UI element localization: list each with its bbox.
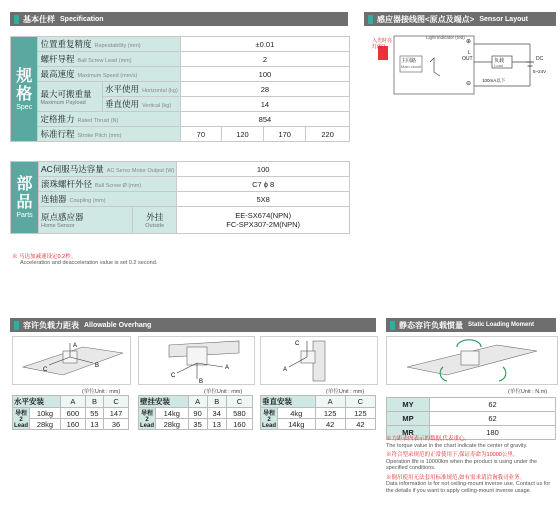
col-header: C	[226, 396, 252, 408]
table-cell: 90	[188, 408, 207, 419]
table-cell: 14kg	[278, 419, 316, 430]
coupling-label: 连轴器 Coupling (mm)	[38, 192, 176, 207]
svg-text:C: C	[295, 341, 300, 347]
col-header: A	[188, 396, 207, 408]
static-table	[386, 397, 556, 440]
horizontal-diagram-svg	[13, 337, 130, 384]
overhang-table-vertical	[260, 395, 376, 430]
sensor-light-indicator: Light indicator (red)	[426, 35, 465, 40]
side-en: Parts	[16, 212, 33, 219]
svg-text:B: B	[95, 363, 100, 369]
static-notes	[386, 436, 558, 494]
table-title: 垂直安装	[261, 396, 316, 408]
voltage-label: 5~24V	[533, 69, 547, 74]
table-cell: 34	[207, 408, 226, 419]
load-en: Load	[494, 63, 503, 68]
table-title: 水平安装	[13, 396, 61, 408]
payload-label: 最大可搬重量 Maximum Payload	[38, 82, 103, 112]
col-header: C	[104, 396, 129, 408]
svg-text:A: A	[225, 365, 230, 371]
header-mark	[14, 321, 19, 330]
moment-key: MR	[387, 426, 430, 440]
table-cell: 4kg	[278, 408, 316, 419]
row-label: 最高速度 Maximum Speed (mm/s)	[38, 67, 180, 82]
static-header-zh: 静态容许负载惯量	[399, 320, 463, 330]
static-moment-svg	[387, 337, 557, 384]
stroke-label: 标准行程 Stroke Pitch (mm)	[38, 127, 180, 142]
horizontal-value: 28	[180, 82, 349, 97]
overhang-diagram-vertical	[260, 336, 378, 385]
coupling-value: 5X8	[177, 192, 350, 207]
spec-header-en: Specification	[60, 15, 104, 23]
sensor-header	[364, 12, 556, 26]
svg-text:A: A	[73, 343, 78, 349]
unit-label: (单位Unit : N.m)	[508, 389, 548, 395]
table-cell: 160	[226, 419, 252, 430]
table-cell: 42	[315, 419, 345, 430]
moment-key: MP	[387, 412, 430, 426]
table-title: 壁挂安装	[139, 396, 189, 408]
spec-table	[10, 36, 350, 142]
parts-table	[10, 161, 350, 234]
sensor-header-zh: 感应器接线图<原点及端点>	[377, 14, 475, 24]
table-cell: 28kg	[156, 419, 189, 430]
table-cell: 10kg	[30, 408, 61, 419]
moment-value: 180	[430, 426, 556, 440]
table-cell: 36	[104, 419, 129, 430]
outside-label: 外挂 Outside	[133, 207, 177, 234]
svg-text:C: C	[43, 367, 48, 373]
moment-key: MY	[387, 398, 430, 412]
transistor-icon	[430, 58, 440, 76]
table-cell: 55	[85, 408, 103, 419]
motor-label: AC伺服马达容量 AC Servo Motor Output (W)	[38, 162, 176, 177]
sensor-circuit-zh: 主回路	[401, 58, 417, 64]
wall-diagram-svg	[139, 337, 254, 384]
pin-l: L	[468, 50, 471, 56]
header-mark	[390, 321, 395, 330]
unit-label: (单位Unit : mm)	[82, 389, 121, 395]
sensor-wiring-svg	[370, 32, 550, 98]
table-cell: 13	[207, 419, 226, 430]
motor-value: 100	[177, 162, 350, 177]
table-cell: 28kg	[30, 419, 61, 430]
dc-label: DC	[536, 56, 544, 62]
sensor-value: EE-SX674(NPN) FC-SPX307-2M(NPN)	[177, 207, 350, 234]
spec-header-zh: 基本仕样	[23, 14, 55, 24]
note-en: Data information is for not ceiling-mount inverse use. Contact us for the details if you want to apply ceiling-mount inverse usage.	[386, 481, 551, 494]
sensor-circuit-en: Main circuit	[401, 64, 422, 69]
moment-value: 62	[430, 398, 556, 412]
side-zh: 部品	[16, 176, 33, 211]
spec-side-label	[11, 37, 38, 142]
side-en: Spec	[16, 103, 33, 111]
col-header: A	[315, 396, 345, 408]
load-zh: 负载	[494, 58, 505, 64]
note-zh: ※倒吊使用无法套用标准规范,如有需求请洽询我司业务。	[386, 474, 526, 481]
overhang-table-horizontal	[12, 395, 129, 430]
stroke-value: 170	[264, 127, 306, 142]
sensor-input-label: 入光时亮灯(红)	[372, 38, 393, 50]
static-header	[386, 318, 556, 332]
overhang-header	[10, 318, 376, 332]
side-zh: 规格	[16, 67, 33, 103]
table-cell: 600	[60, 408, 85, 419]
screw-value: C7 ϕ 8	[177, 177, 350, 192]
vertical-label: 垂直使用 Vertical (kg)	[103, 97, 181, 112]
lead-label: 导程 2 Lead	[261, 408, 278, 430]
header-mark	[14, 15, 19, 24]
moment-arrow-icon	[457, 340, 481, 347]
svg-text:A: A	[283, 367, 288, 373]
row-value: 100	[180, 67, 349, 82]
overhang-diagram-wall	[138, 336, 255, 385]
static-header-en: Static Loading Moment	[468, 322, 534, 328]
note-zh: ※符合型录规范的正常使用下,保证寿命为10000公里。	[386, 452, 519, 458]
note-en: Operation life is 10000km when the product is using under the specified conditions.	[386, 458, 538, 471]
overhang-table-wall	[138, 395, 253, 430]
thrust-label: 定格推力 Rated Thrust (N)	[38, 112, 180, 127]
vertical-diagram-svg	[261, 337, 377, 384]
stroke-value: 120	[221, 127, 263, 142]
lead-label: 导程 2 Lead	[13, 408, 30, 430]
table-cell: 125	[315, 408, 345, 419]
stroke-value: 220	[306, 127, 350, 142]
table-cell: 42	[345, 419, 375, 430]
unit-label: (单位Unit : mm)	[204, 389, 243, 395]
spec-note-en: Acceleration and deacceleration value is set 0.2 second.	[20, 260, 158, 266]
pin-out: OUT	[462, 56, 473, 62]
parts-side-label	[11, 162, 39, 234]
pin-minus: ⊖	[466, 81, 472, 87]
spec-header	[10, 12, 348, 26]
col-header: B	[85, 396, 103, 408]
col-header: B	[207, 396, 226, 408]
table-cell: 580	[226, 408, 252, 419]
svg-text:B: B	[199, 379, 204, 384]
pin-plus: ⊕	[466, 39, 472, 45]
horizontal-label: 水平使用 Horizontal (kg)	[103, 82, 181, 97]
col-header: A	[60, 396, 85, 408]
moment-value: 62	[430, 412, 556, 426]
vertical-value: 14	[180, 97, 349, 112]
static-diagram	[386, 336, 558, 385]
sensor-diagram	[370, 32, 550, 98]
table-cell: 13	[85, 419, 103, 430]
moment-arrow-icon	[499, 367, 506, 381]
spec-note-zh: ※ 马达加减速设定0.2秒。	[12, 254, 77, 260]
note-zh: ※力距表内表示的数据,代表重心。	[386, 436, 471, 442]
current-label: 100mA以下	[482, 78, 506, 83]
screw-label: 滚珠螺杆外径 Ball Screw Ø (mm)	[38, 177, 176, 192]
lead-label: 导程 2 Lead	[139, 408, 156, 430]
stroke-value: 70	[180, 127, 221, 142]
note-en: The torque value in the chart indicate the center of gravity.	[386, 442, 528, 449]
row-label: 螺杆导程 Ball Screw Lead (mm)	[38, 52, 180, 67]
header-mark	[368, 15, 373, 24]
table-cell: 147	[104, 408, 129, 419]
overhang-header-en: Allowable Overhang	[84, 321, 152, 329]
overhang-diagram-horizontal	[12, 336, 131, 385]
thrust-value: 854	[180, 112, 349, 127]
col-header: C	[345, 396, 375, 408]
table-cell: 35	[188, 419, 207, 430]
unit-label: (单位Unit : mm)	[326, 389, 365, 395]
row-label: 位置重复精度 Repeatability (mm)	[38, 37, 180, 52]
row-value: ±0.01	[180, 37, 349, 52]
sensor-label: 原点感应器 Home Sensor	[38, 207, 132, 234]
table-cell: 125	[345, 408, 375, 419]
overhang-header-zh: 容许负载力距表	[23, 320, 79, 330]
row-value: 2	[180, 52, 349, 67]
svg-text:C: C	[171, 373, 176, 379]
table-cell: 14kg	[156, 408, 189, 419]
sensor-header-en: Sensor Layout	[479, 15, 528, 23]
table-cell: 160	[60, 419, 85, 430]
